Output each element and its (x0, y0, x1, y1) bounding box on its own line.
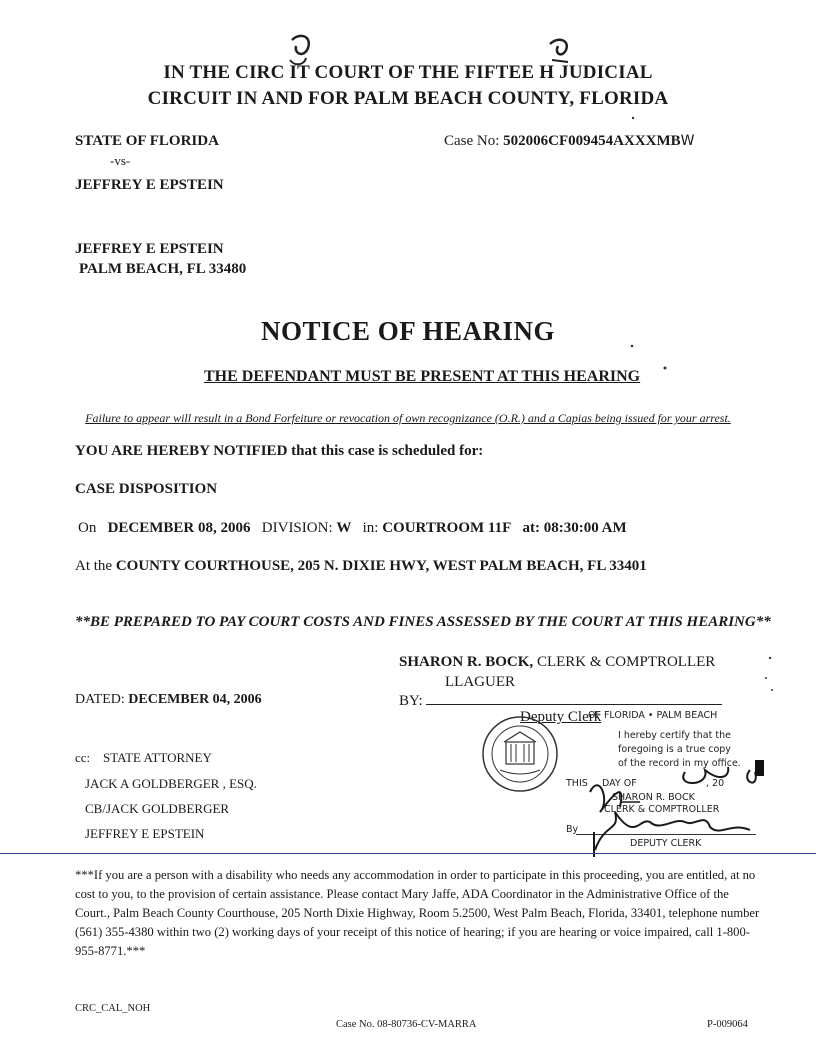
address-city: PALM BEACH, FL 33480 (79, 261, 247, 277)
county-seal-icon (480, 714, 560, 794)
hearing-details-line (78, 520, 627, 537)
deputy-clerk-name: LLAGUER (445, 674, 515, 690)
versus-label: -vs- (110, 153, 131, 168)
handwritten-mark-icon (280, 30, 320, 70)
division-label: DIVISION: (261, 520, 333, 536)
cc-recipient: STATE ATTORNEY (103, 750, 212, 765)
at-label: at: (522, 520, 541, 536)
court-heading-line-2: CIRCUIT IN AND FOR PALM BEACH COUNTY, FLORIDA (147, 88, 669, 109)
clerk-name: SHARON R. BOCK, (399, 654, 534, 670)
stamp-by-label: By (566, 824, 579, 835)
cc-recipient: CB/JACK GOLDBERGER (85, 801, 230, 816)
form-code: CRC_CAL_NOH (75, 1003, 151, 1014)
in-label: in: (362, 520, 379, 536)
stamp-clerk-name: SHARON R. BOCK (612, 792, 695, 803)
division-value: W (336, 520, 352, 536)
defendant-name: JEFFREY E EPSTEIN (75, 177, 224, 193)
hearing-type: CASE DISPOSITION (75, 481, 218, 497)
scan-speck-icon (600, 110, 800, 710)
handwritten-mark-icon (540, 32, 580, 72)
case-reference: Case No. 08-80736-CV-MARRA (336, 1019, 477, 1030)
deputy-clerk-label: Deputy Clerk (520, 709, 602, 725)
stamp-clerk-title: CLERK & COMPTROLLER (604, 804, 720, 815)
stamp-header: OF FLORIDA • PALM BEACH (588, 710, 718, 721)
section-divider (0, 853, 816, 854)
hearing-date: DECEMBER 08, 2006 (107, 520, 251, 536)
hearing-location: COUNTY COURTHOUSE, 205 N. DIXIE HWY, WEST PALM BEACH, FL 33401 (115, 558, 647, 574)
notice-title: NOTICE OF HEARING (260, 316, 556, 346)
ada-notice: ***If you are a person with a disability who needs any accommodation in order to participate in this proceeding, you are entitled, at no cost to you, to the provision of certain assistance. Please contact Mary Jaffe, ADA Coordinator in the Administrative Office of the Court., Palm Beach County Courthouse, 205 North Dixie Highway, Room 5.2500, West Palm Beach, Florida, 33401, telephone number (561) 355-4380 within two (2) working days of your receipt of this notice of hearing; if you are hearing or voice impaired, call 1-800-955-8771.*** (75, 868, 760, 958)
certification-stamp (480, 700, 770, 860)
on-label: On (78, 520, 97, 536)
clerk-title: CLERK & COMPTROLLER (536, 654, 716, 670)
stamp-day-of-label: DAY OF (602, 778, 637, 789)
stamp-certify-line-2: foregoing is a true copy (618, 744, 731, 755)
stamp-certify-line-1: I hereby certify that the (618, 730, 731, 741)
redaction-mark (755, 760, 764, 776)
hearing-time: 08:30:00 AM (543, 520, 627, 536)
address-name: JEFFREY E EPSTEIN (75, 241, 224, 257)
cc-label: cc: (75, 750, 91, 765)
case-number: 502006CF009454AXXXMB (503, 133, 681, 149)
court-heading-line-1: IN THE CIRC IT COURT OF THE FIFTEE H JUDICIAL (163, 62, 653, 83)
case-division-handwritten: W (680, 133, 695, 149)
location-line (75, 558, 647, 575)
handwritten-signature-icon (580, 762, 770, 857)
cc-recipient: JEFFREY E EPSTEIN (85, 826, 205, 841)
dated-value: DECEMBER 04, 2006 (128, 692, 262, 707)
plaintiff-name: STATE OF FLORIDA (75, 133, 219, 149)
cc-recipient: JACK A GOLDBERGER , ESQ. (85, 776, 257, 791)
courtroom: COURTROOM 11F (382, 520, 512, 536)
failure-to-appear-warning: Failure to appear will result in a Bond Forfeiture or revocation of own recognizance (O.R.) and a Capias being issued for your arrest. (85, 411, 731, 425)
notified-statement: YOU ARE HEREBY NOTIFIED that this case is scheduled for: (75, 443, 484, 459)
stamp-deputy-clerk-label: DEPUTY CLERK (630, 838, 702, 849)
stamp-year-prefix: , 20 (706, 778, 725, 789)
dated-line (75, 692, 262, 708)
location-label: At the (75, 558, 113, 574)
page-id: P-009064 (707, 1019, 748, 1030)
court-costs-notice: **BE PREPARED TO PAY COURT COSTS AND FINES ASSESSED BY THE COURT AT THIS HEARING** (75, 614, 771, 630)
stamp-certify-line-3: of the record in my office. (618, 758, 741, 769)
stamp-this-label: THIS (566, 778, 588, 789)
case-number-label: Case No: (444, 133, 500, 149)
by-label: BY: (399, 693, 423, 709)
dated-label: DATED: (75, 692, 125, 707)
notice-subtitle: THE DEFENDANT MUST BE PRESENT AT THIS HEARING (204, 368, 641, 385)
